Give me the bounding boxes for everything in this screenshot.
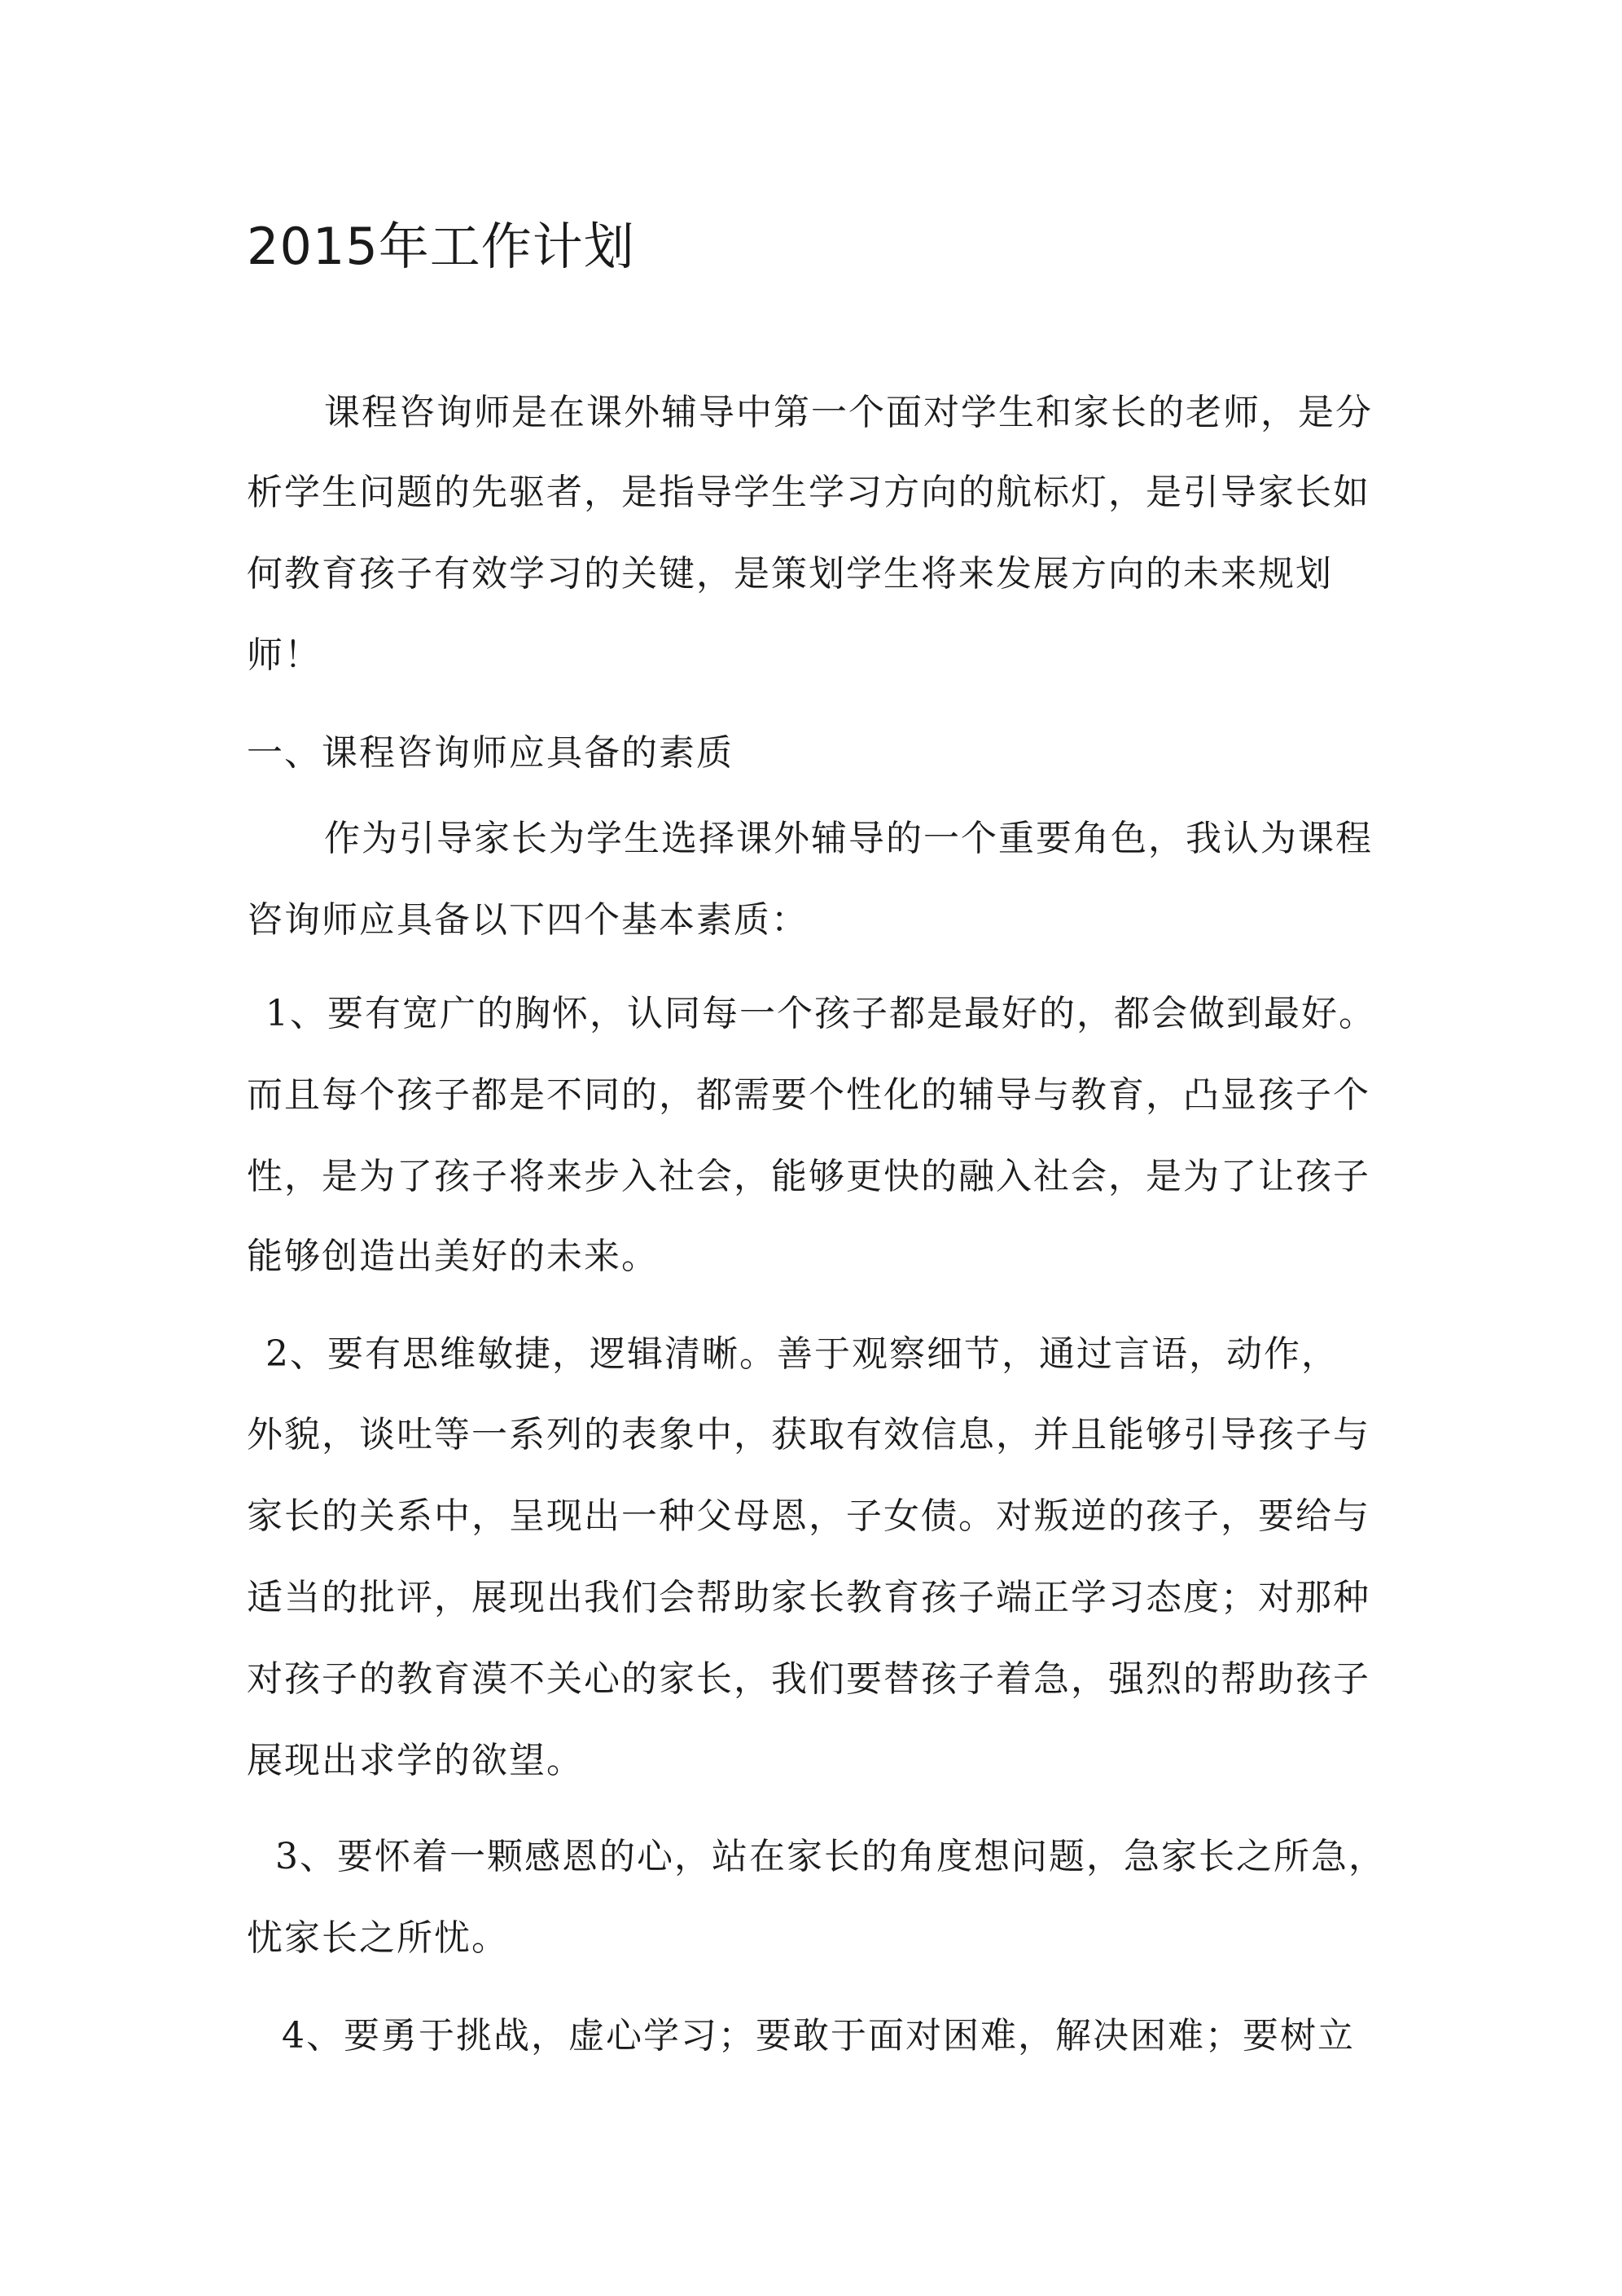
paragraph-line: 咨询师应具备以下四个基本素质： [247,899,809,941]
list-item-line: 1、要有宽广的胸怀，认同每一个孩子都是最好的，都会做到最好。 [265,993,1376,1034]
paragraph-line: 课程咨询师是在课外辅导中第一个面对学生和家长的老师，是分 [324,392,1373,433]
list-item-line: 4、要勇于挑战，虚心学习；要敢于面对困难，解决困难；要树立 [282,2015,1355,2057]
list-item-line: 性，是为了孩子将来步入社会，能够更快的融入社会，是为了让孩子 [247,1156,1370,1197]
list-item-line: 家长的关系中，呈现出一种父母恩，子女债。对叛逆的孩子，要给与 [247,1495,1370,1537]
list-item-line: 能够创造出美好的未来。 [247,1236,659,1277]
paragraph-line: 何教育孩子有效学习的关键，是策划学生将来发展方向的未来规划 [247,553,1333,595]
list-item-line: 而且每个孩子都是不同的，都需要个性化的辅导与教育，凸显孩子个 [247,1074,1370,1116]
list-item-line: 对孩子的教育漠不关心的家长，我们要替孩子着急，强烈的帮助孩子 [247,1658,1370,1700]
list-item-line: 2、要有思维敏捷，逻辑清晰。善于观察细节，通过言语，动作， [265,1333,1339,1375]
paragraph-line: 作为引导家长为学生选择课外辅导的一个重要角色，我认为课程 [324,818,1373,859]
document-title: 2015年工作计划 [247,217,635,276]
paragraph-line: 析学生问题的先驱者，是指导学生学习方向的航标灯，是引导家长如 [247,472,1370,513]
paragraph-line: 师！ [247,634,322,676]
list-item-line: 适当的批评，展现出我们会帮助家长教育孩子端正学习态度；对那种 [247,1577,1370,1618]
list-item-line: 忧家长之所忧。 [247,1917,509,1959]
list-item-line: 展现出求学的欲望。 [247,1740,584,1781]
list-item-line: 外貌，谈吐等一系列的表象中，获取有效信息，并且能够引导孩子与 [247,1414,1370,1455]
section-heading: 一、课程咨询师应具备的素质 [247,732,734,774]
list-item-line: 3、要怀着一颗感恩的心，站在家长的角度想问题，急家长之所急， [275,1836,1386,1877]
